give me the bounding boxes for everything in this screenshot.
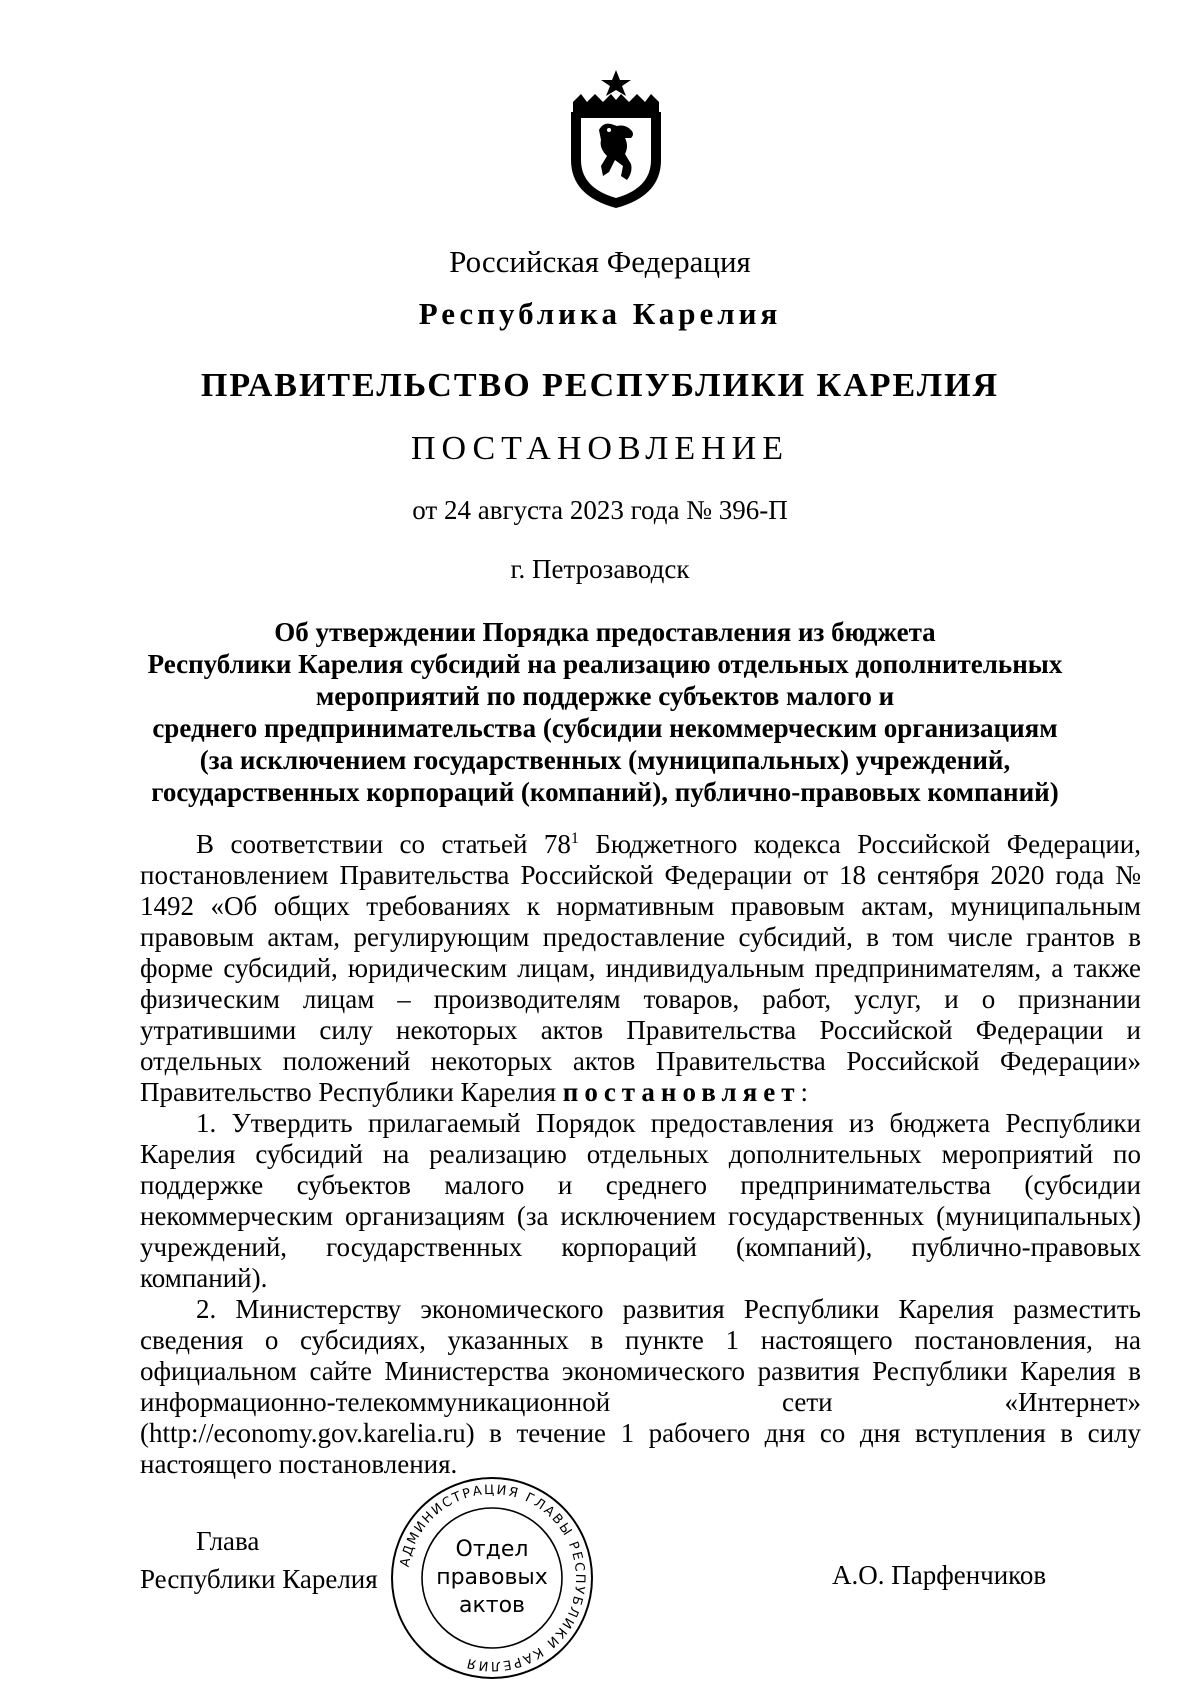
title-line: среднего предпринимательства (субсидии некоммерческим организациям <box>152 713 1058 743</box>
city-line: г. Петрозаводск <box>510 554 690 584</box>
title-line: Об утверждении Порядка предоставления из бюджета <box>274 617 936 647</box>
signatory-role-line: Республики Карелия <box>140 1564 378 1594</box>
signatory-role-line: Глава <box>196 1526 260 1556</box>
document-type: ПОСТАНОВЛЕНИЕ <box>410 430 790 467</box>
coat-of-arms-icon <box>565 68 667 210</box>
document-body <box>140 829 1141 1480</box>
title-line: мероприятий по поддержке субъектов малого и <box>315 681 895 711</box>
document-title <box>140 616 1070 808</box>
preamble-text: Бюджетного кодекса Российской Федерации, постановлением Правительства Российской Федерации от 18 сентября 2020 года № 1492 «Об общих требованиях к нормативным правовым актам, муниципальным правовым актам, регулирующим предоставление субсидий, в том числе грантов в форме субсидий, юридическим лицам, индивидуальным предпринимателям, а также физическим лицам – производителям товаров, работ, услуг, и о признании утратившими силу некоторых актов Правительства Российской Федерации и отдельных положений некоторых актов Правительства Российской Федерации» Правительство Республики Карелия <box>140 829 1142 1107</box>
article-superscript: 1 <box>570 830 579 847</box>
date-number-line: от 24 августа 2023 года № 396-П <box>412 495 788 525</box>
decides-colon: : <box>800 1077 809 1107</box>
government-heading: ПРАВИТЕЛЬСТВО РЕСПУБЛИКИ КАРЕЛИЯ <box>200 367 1000 404</box>
item-2-paragraph: 2. Министерству экономического развития Республики Карелия разместить сведения о субсидиях, указанных в пункте 1 настоящего постановления, на официальном сайте Министерства экономического развития Республики Карелия в информационно-телекоммуникационной сети «Интернет» (http://economy.gov.karelia.ru) в течение 1 рабочего дня со дня вступления в силу настоящего постановления. <box>140 1294 1141 1479</box>
item-1-paragraph: 1. Утвердить прилагаемый Порядок предоставления из бюджета Республики Карелия субсидий на реализацию отдельных дополнительных мероприятий по поддержке субъектов малого и среднего предпринимательства (субсидии некоммерческим организациям (за исключением государственных (муниципальных) учреждений, государственных корпораций (компаний), публично-правовых компаний). <box>140 1108 1141 1293</box>
signatory-role <box>140 1522 378 1598</box>
decides-word: постановляет <box>562 1077 801 1107</box>
stamp-line: актов <box>458 1593 526 1618</box>
title-line: государственных корпораций (компаний), публично-правовых компаний) <box>151 777 1059 807</box>
signatory-name: А.О. Парфенчиков <box>832 1560 1047 1590</box>
stamp-line: Отдел <box>455 1537 529 1562</box>
republic-heading: Республика Карелия <box>418 296 782 331</box>
preamble-paragraph <box>140 829 1141 1108</box>
title-line: (за исключением государственных (муниципальных) учреждений, <box>199 745 1011 775</box>
stamp-ring-text: АДМИНИСТРАЦИЯ ГЛАВЫ РЕСПУБЛИКИ КАРЕЛИЯ <box>397 1482 588 1674</box>
country-heading: Российская Федерация <box>449 244 751 279</box>
preamble-start: В соответствии со статьей 78 <box>196 829 571 859</box>
stamp-seal <box>388 1474 596 1682</box>
title-line: Республики Карелия субсидий на реализацию отдельных дополнительных <box>147 649 1063 679</box>
stamp-line: правовых <box>436 1565 548 1590</box>
